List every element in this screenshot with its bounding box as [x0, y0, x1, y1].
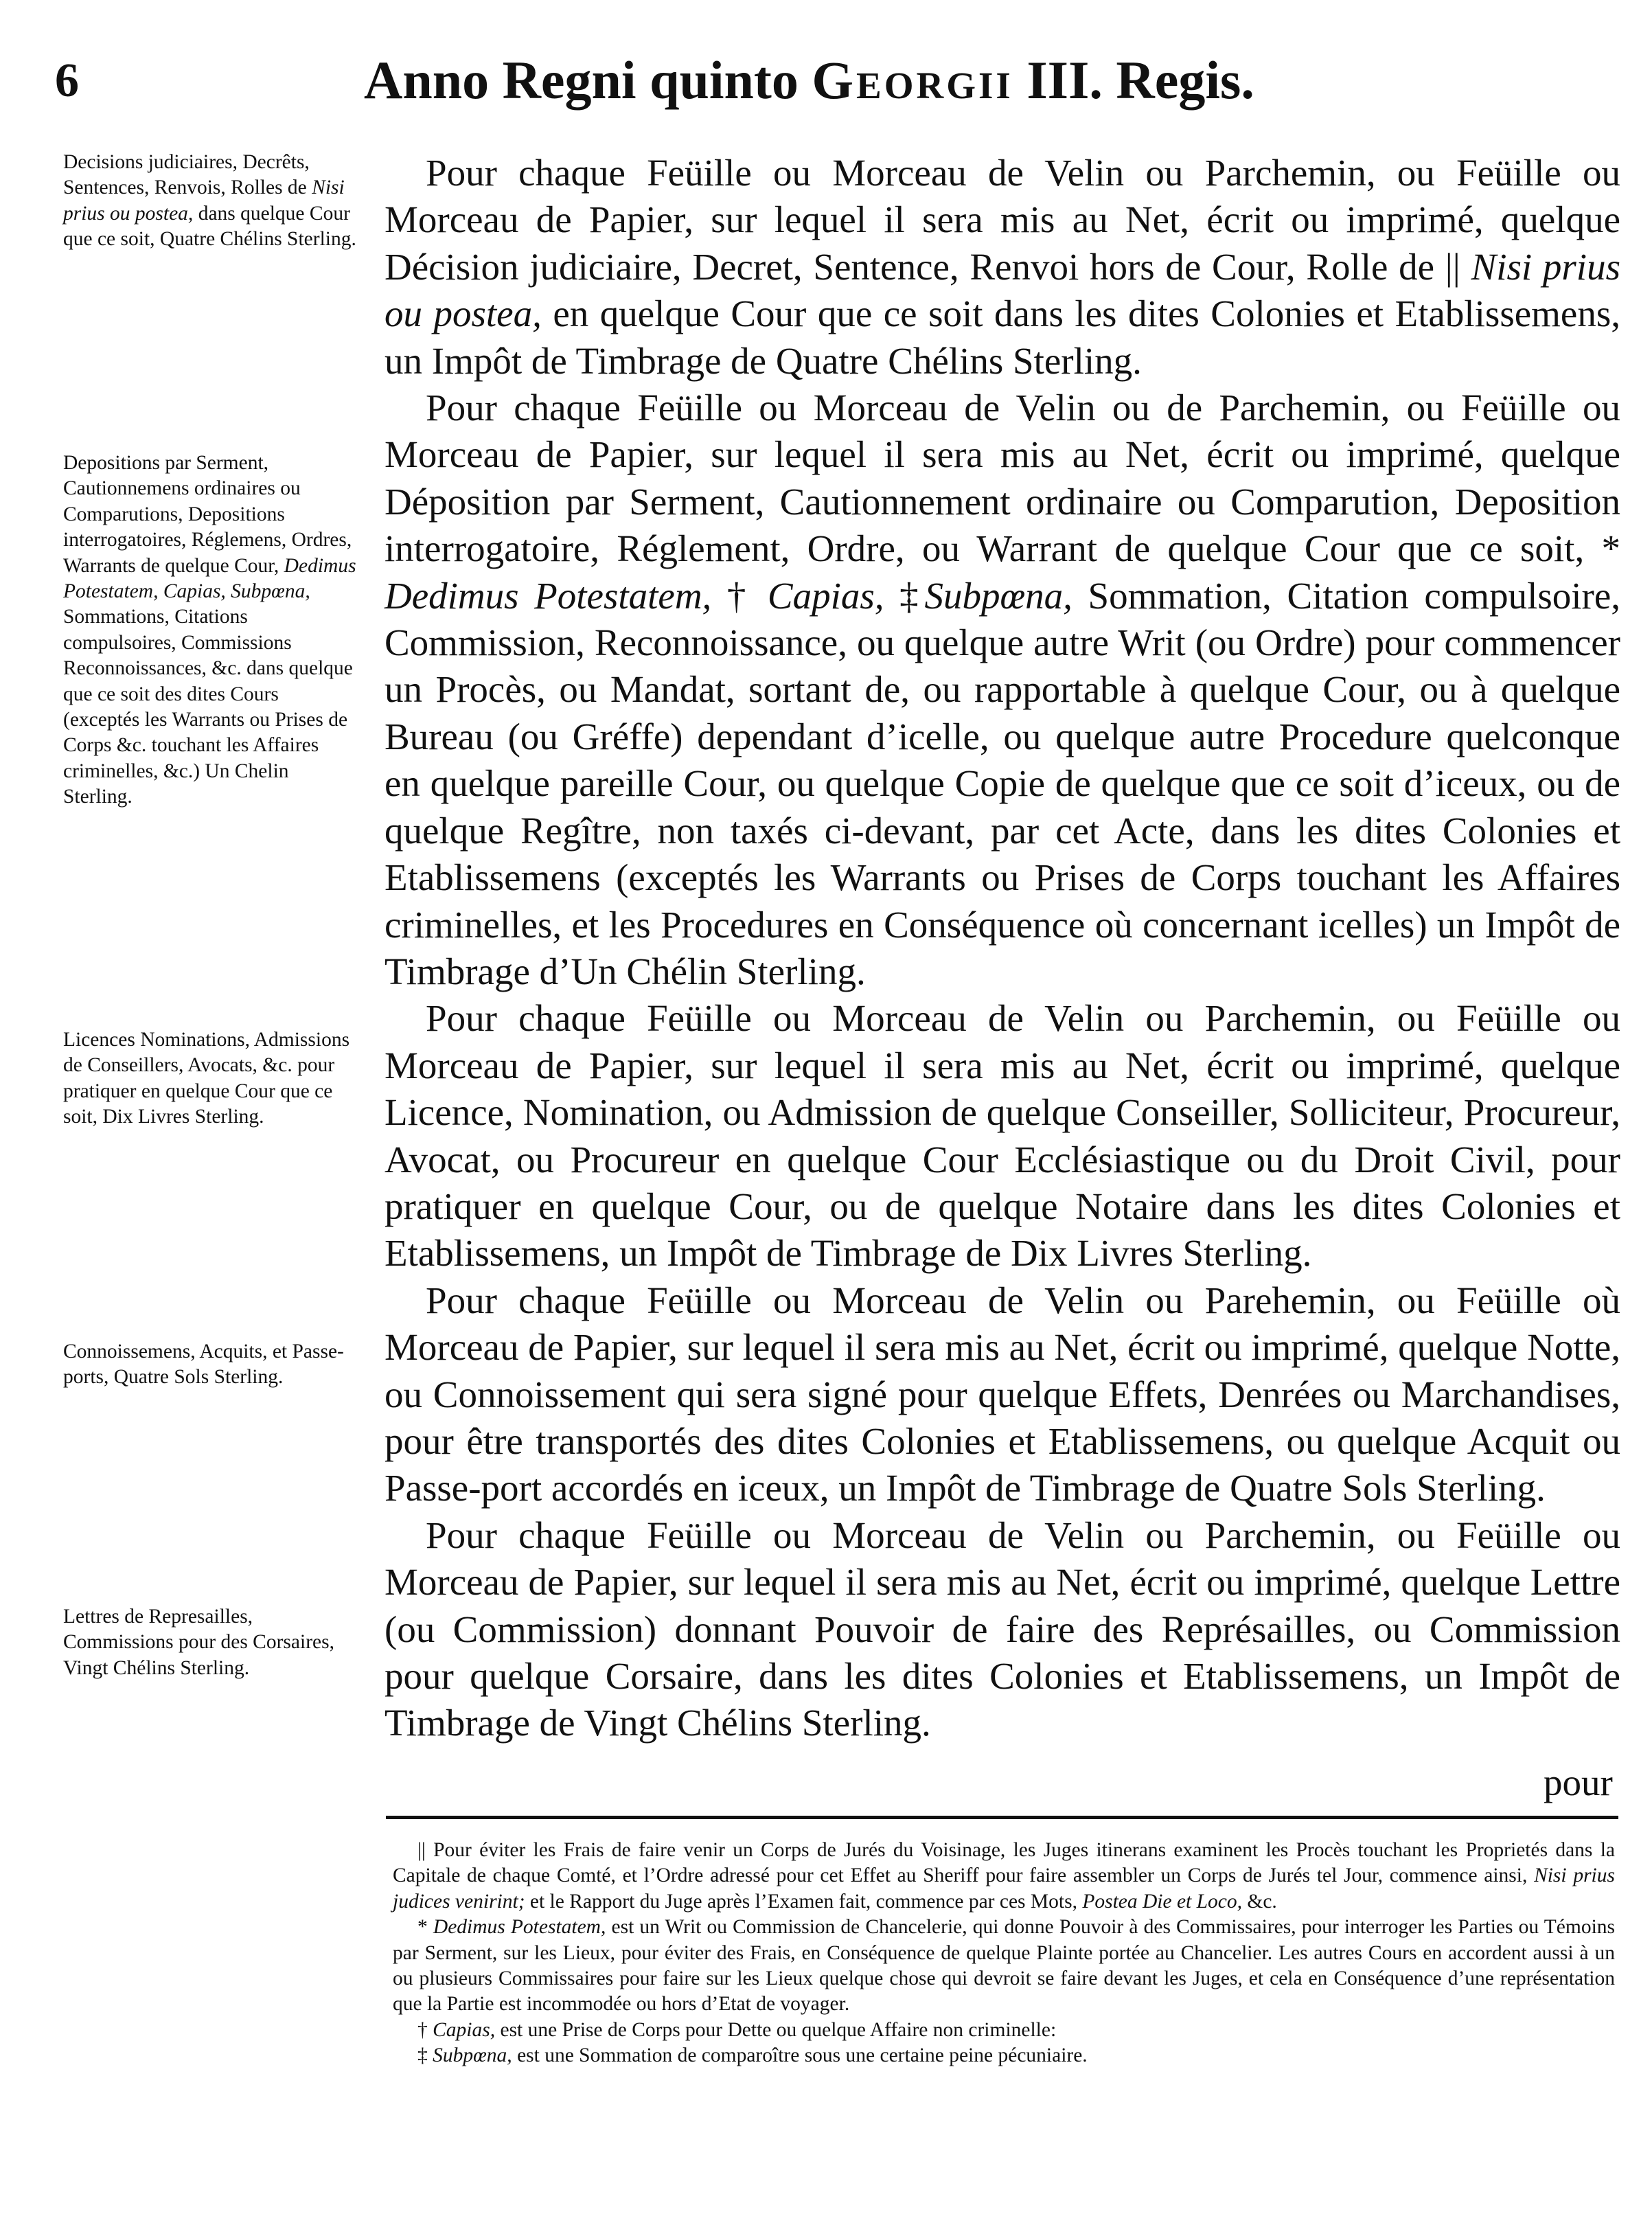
paragraph-italic: Dedimus Potestatem,	[385, 574, 712, 617]
paragraph-italic: Capias,	[767, 574, 884, 617]
paragraph-text: †	[711, 574, 768, 617]
paragraph-licences	[385, 995, 1620, 1277]
paragraph-italic: Nisi prius ou postea,	[385, 245, 1620, 335]
margin-note-text: Licences Nominations, Admissions de Conseillers, Avocats, &c. pour pratiquer en quelque Cour que ce soit, Dix Livres Sterling.	[63, 1029, 350, 1128]
footnotes	[393, 1838, 1615, 2069]
footnote-italic: Capias,	[433, 2018, 496, 2041]
running-head-start: Anno Regni quinto	[364, 50, 812, 110]
footnote-text: *	[417, 1916, 433, 1939]
margin-note-text: Lettres de Represailles, Commissions pour des Corsaires, Vingt Chélins Sterling.	[63, 1606, 334, 1679]
footnote-italic: Nisi prius judices venirint;	[393, 1864, 1615, 1913]
footnote-text: &c.	[1242, 1890, 1277, 1913]
running-head	[364, 49, 1254, 111]
paragraph-depositions	[385, 385, 1620, 995]
footnote-text: est une Sommation de comparoître sous une certaine peine pécuniaire.	[512, 2044, 1088, 2067]
margin-note-text: Depositions par Serment, Cautionnemens ordinaires ou Comparutions, Depositions interrogatoires, Réglemens, Ordres, Warrants de quelque Cour,	[63, 452, 352, 577]
catchword: pour	[1544, 1761, 1613, 1803]
footnote-dedimus	[393, 1915, 1615, 2018]
running-head-caps: Georgii	[812, 50, 1013, 110]
footnote-italic: Subpœna,	[433, 2044, 512, 2067]
paragraph-text: Pour chaque Feüille ou Morceau de Velin ou de Parchemin, ou Feüille ou Morceau de Papier, sur lequel il sera mis au Net, écrit ou imprimé, quelque Déposition par Serment, Cautionnement ordinaire ou Comparution, Deposition interrogatoire, Réglement, Ordre, ou Warrant de quelque Cour que ce soit, *	[385, 387, 1620, 570]
paragraph-text: ‡	[884, 574, 925, 617]
margin-note-depositions	[63, 450, 358, 810]
running-head-end: III. Regis.	[1013, 50, 1254, 110]
footnote-rule	[386, 1816, 1618, 1819]
paragraph-text: Pour chaque Feüille ou Morceau de Velin ou Parchemin, ou Feüille ou Morceau de Papier, sur lequel il sera mis au Net, écrit ou imprimé, quelque Licence, Nomination, ou Admission de quelque Conseiller, Solliciteur, Procureur, Avocat, ou Procureur en quelque Cour Ecclésiastique ou du Droit Civil, pour pratiquer en quelque Cour, ou de quelque Notaire dans les dites Colonies et Etablissemens, un Impôt de Timbrage de Dix Livres Sterling.	[385, 997, 1620, 1275]
footnote-text: †	[417, 2018, 433, 2041]
page-number: 6	[55, 54, 79, 107]
margin-note-italic: Dedimus Potestatem, Capias, Subpœna,	[63, 554, 356, 603]
footnote-italic: Postea Die et Loco,	[1082, 1890, 1243, 1913]
footnote-text: est un Writ ou Commission de Chancelerie, qui donne Pouvoir à des Commissaires, pour interroger les Parties ou Témoins par Serment, sur les Lieux, pour éviter des Frais, en Conséquence de quelque Plainte portée au Chancelier. Les autres Cours en accordent aussi à un ou plusieurs Commissaires pour faire sur les Lieux quelque chose qui devroit se faire devant les Juges, et cela en Conséquence d’une représentation que la Partie est incommodée ou hors d’Etat de voyager.	[393, 1916, 1616, 2016]
paragraph-decisions	[385, 150, 1620, 385]
paragraph-text: Sommation, Citation compulsoire, Commission, Reconnoissance, ou quelque autre Writ (ou Ordre) pour commencer un Procès, ou Mandat, sortant de, ou rapportable à quelque Cour, ou à quelque Bureau (ou Gréffe) dependant d’icelle, ou quelque autre Procedure quelconque en quelque pareille Cour, ou quelque Copie de quelque que ce soit d’iceux, ou de quelque Regître, non taxés ci-devant, par cet Acte, dans les dites Colonies et Etablissemens (exceptés les Warrants ou Prises de Corps touchant les Affaires criminelles, et les Procedures en Conséquence où concernant icelles) un Impôt de Timbrage d’Un Chélin Sterling.	[385, 574, 1621, 992]
paragraph-italic: Subpœna,	[924, 574, 1072, 617]
footnote-subpoena	[393, 2043, 1615, 2068]
paragraph-text: en quelque Cour que ce soit dans les dites Colonies et Etablissemens, un Impôt de Timbrage de Quatre Chélins Sterling.	[385, 293, 1620, 382]
margin-note-connoissemens	[63, 1339, 358, 1391]
paragraph-connoissemens	[385, 1277, 1620, 1512]
footnote-text: ‡	[417, 2044, 433, 2067]
margin-note-licences	[63, 1027, 358, 1130]
margin-note-decisions	[63, 150, 358, 253]
margin-note-text: Decisions judiciaires, Decrêts, Sentences, Renvois, Rolles de	[63, 151, 312, 199]
margin-note-italic: Nisi prius ou postea,	[63, 176, 345, 225]
footnote-text: || Pour éviter les Frais de faire venir un Corps de Jurés du Voisinage, les Juges itinerans examinent les Procès touchant les Proprietés dans la Capitale de chaque Comté, et l’Ordre adressé pour cet Effet au Sheriff pour faire assembler un Corps de Jurés tel Jour, commence ainsi,	[393, 1839, 1615, 1887]
footnote-nisi-prius	[393, 1838, 1615, 1915]
footnote-text: est une Prise de Corps pour Dette ou quelque Affaire non criminelle:	[495, 2018, 1057, 2041]
margin-note-text: Sommations, Citations compulsoires, Commissions Reconnoissances, &c. dans quelque que ce soit des dites Cours (exceptés les Warrants ou Prises de Corps &c. touchant les Affaires criminelles, &c.) Un Chelin Sterling.	[63, 606, 353, 808]
paragraph-text: Pour chaque Feüille ou Morceau de Velin ou Parchemin, ou Feüille ou Morceau de Papier, sur lequel il sera mis au Net, écrit ou imprimé, quelque Lettre (ou Commission) donnant Pouvoir de faire des Représailles, ou Commission pour quelque Corsaire, dans les dites Colonies et Etablissemens, un Impôt de Timbrage de Vingt Chélins Sterling.	[385, 1514, 1620, 1744]
footnote-italic: Dedimus Potestatem,	[433, 1916, 606, 1939]
margin-note-lettres	[63, 1604, 358, 1681]
footnote-text: et le Rapport du Juge après l’Examen fait, commence par ces Mots,	[525, 1890, 1083, 1913]
paragraph-text: Pour chaque Feüille ou Morceau de Velin ou Parehemin, ou Feüille où Morceau de Papier, sur lequel il sera mis au Net, écrit ou imprimé, quelque Notte, ou Connoissement qui sera signé pour quelque Effets, Denrées ou Marchandises, pour être transportés des dites Colonies et Etablissemens, ou quelque Acquit ou Passe-port accordés en iceux, un Impôt de Timbrage de Quatre Sols Sterling.	[385, 1279, 1621, 1509]
paragraph-lettres	[385, 1512, 1620, 1747]
margin-note-text: dans quelque Cour que ce soit, Quatre Chélins Sterling.	[63, 202, 356, 251]
margin-note-text: Connoissemens, Acquits, et Passe-ports, Quatre Sols Sterling.	[63, 1341, 344, 1389]
footnote-capias	[393, 2018, 1615, 2043]
paragraph-text: Pour chaque Feüille ou Morceau de Velin ou Parchemin, ou Feüille ou Morceau de Papier, sur lequel il sera mis au Net, écrit ou imprimé, quelque Décision judiciaire, Decret, Sentence, Renvoi hors de Cour, Rolle de ||	[385, 152, 1620, 288]
main-text	[385, 150, 1620, 1747]
